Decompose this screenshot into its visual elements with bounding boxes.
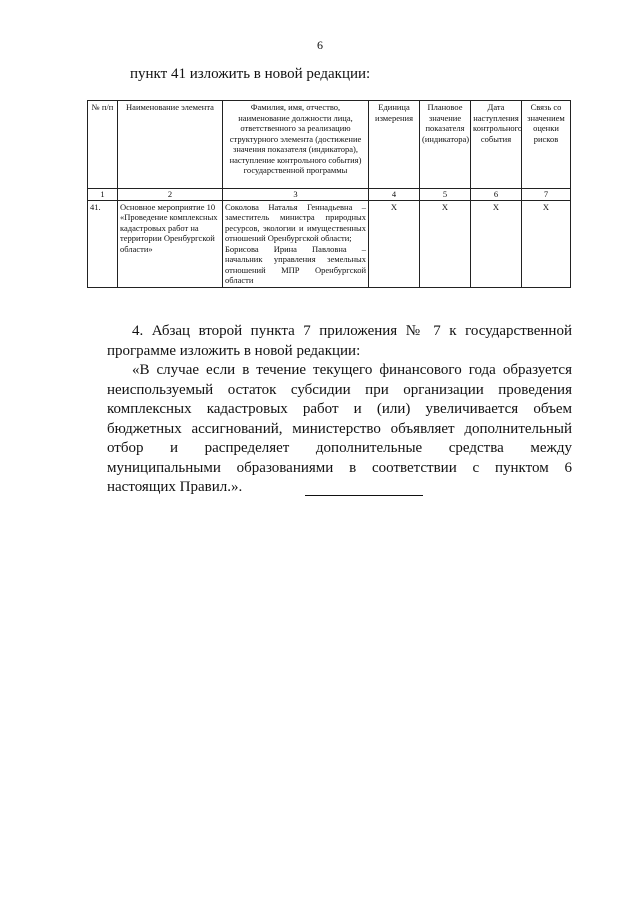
page-number: 6 — [317, 38, 323, 52]
row-unit: X — [369, 200, 420, 287]
body-text — [107, 322, 572, 498]
intro-text: пункт 41 изложить в новой редакции: — [130, 66, 371, 82]
column-number: 4 — [369, 189, 420, 201]
column-number: 3 — [223, 189, 369, 201]
indicator-table — [87, 100, 571, 288]
column-number: 5 — [420, 189, 471, 201]
table-row — [88, 200, 571, 287]
end-divider — [305, 495, 423, 496]
header-event-date: Дата наступления контрольного события — [471, 101, 522, 189]
table-header-row — [88, 101, 571, 189]
row-responsible-persons — [223, 200, 369, 287]
row-planned-value: X — [420, 200, 471, 287]
header-unit: Единица измерения — [369, 101, 420, 189]
header-risk-link: Связь со значением оценки рисков — [522, 101, 571, 189]
column-number: 7 — [522, 189, 571, 201]
column-number: 2 — [118, 189, 223, 201]
row-event-date: X — [471, 200, 522, 287]
column-number: 1 — [88, 189, 118, 201]
column-numbers-row — [88, 189, 571, 201]
header-responsible-person: Фамилия, имя, отчество, наименование должности лица, ответственного за реализацию структурного элемента (достижение значения показателя (индикатора), наступление контрольного события) государственной программы — [223, 101, 369, 189]
responsible-person-1: Соколова Наталья Геннадьевна – заместитель министра природных ресурсов, экологии и имущественных отношений Оренбургской области; — [225, 201, 366, 243]
row-element-name: Основное мероприятие 10 «Проведение комплексных кадастровых работ на территории Оренбургской области» — [118, 200, 223, 287]
header-number: № п/п — [88, 101, 118, 189]
row-number: 41. — [88, 200, 118, 287]
header-planned-value: Плановое значение показателя (индикатора) — [420, 101, 471, 189]
column-number: 6 — [471, 189, 522, 201]
header-element-name: Наименование элемента — [118, 101, 223, 189]
row-risk-link: X — [522, 200, 571, 287]
paragraph-new-wording: «В случае если в течение текущего финансового года образуется неиспользуемый остаток субсидии при организации проведения комплексных кадастровых работ и (или) увеличивается объем бюджетных ассигнований, министерство объявляет дополнительный отбор и распределяет дополнительные средства между муниципальными образованиями в соответствии с пунктом 6 настоящих Правил.». — [107, 362, 572, 495]
paragraph-amendment-4: 4. Абзац второй пункта 7 приложения № 7 к государственной программе изложить в новой редакции: — [107, 323, 572, 359]
responsible-person-2: Борисова Ирина Павловна – начальник управления земельных отношений МПР Оренбургской области — [225, 243, 366, 285]
